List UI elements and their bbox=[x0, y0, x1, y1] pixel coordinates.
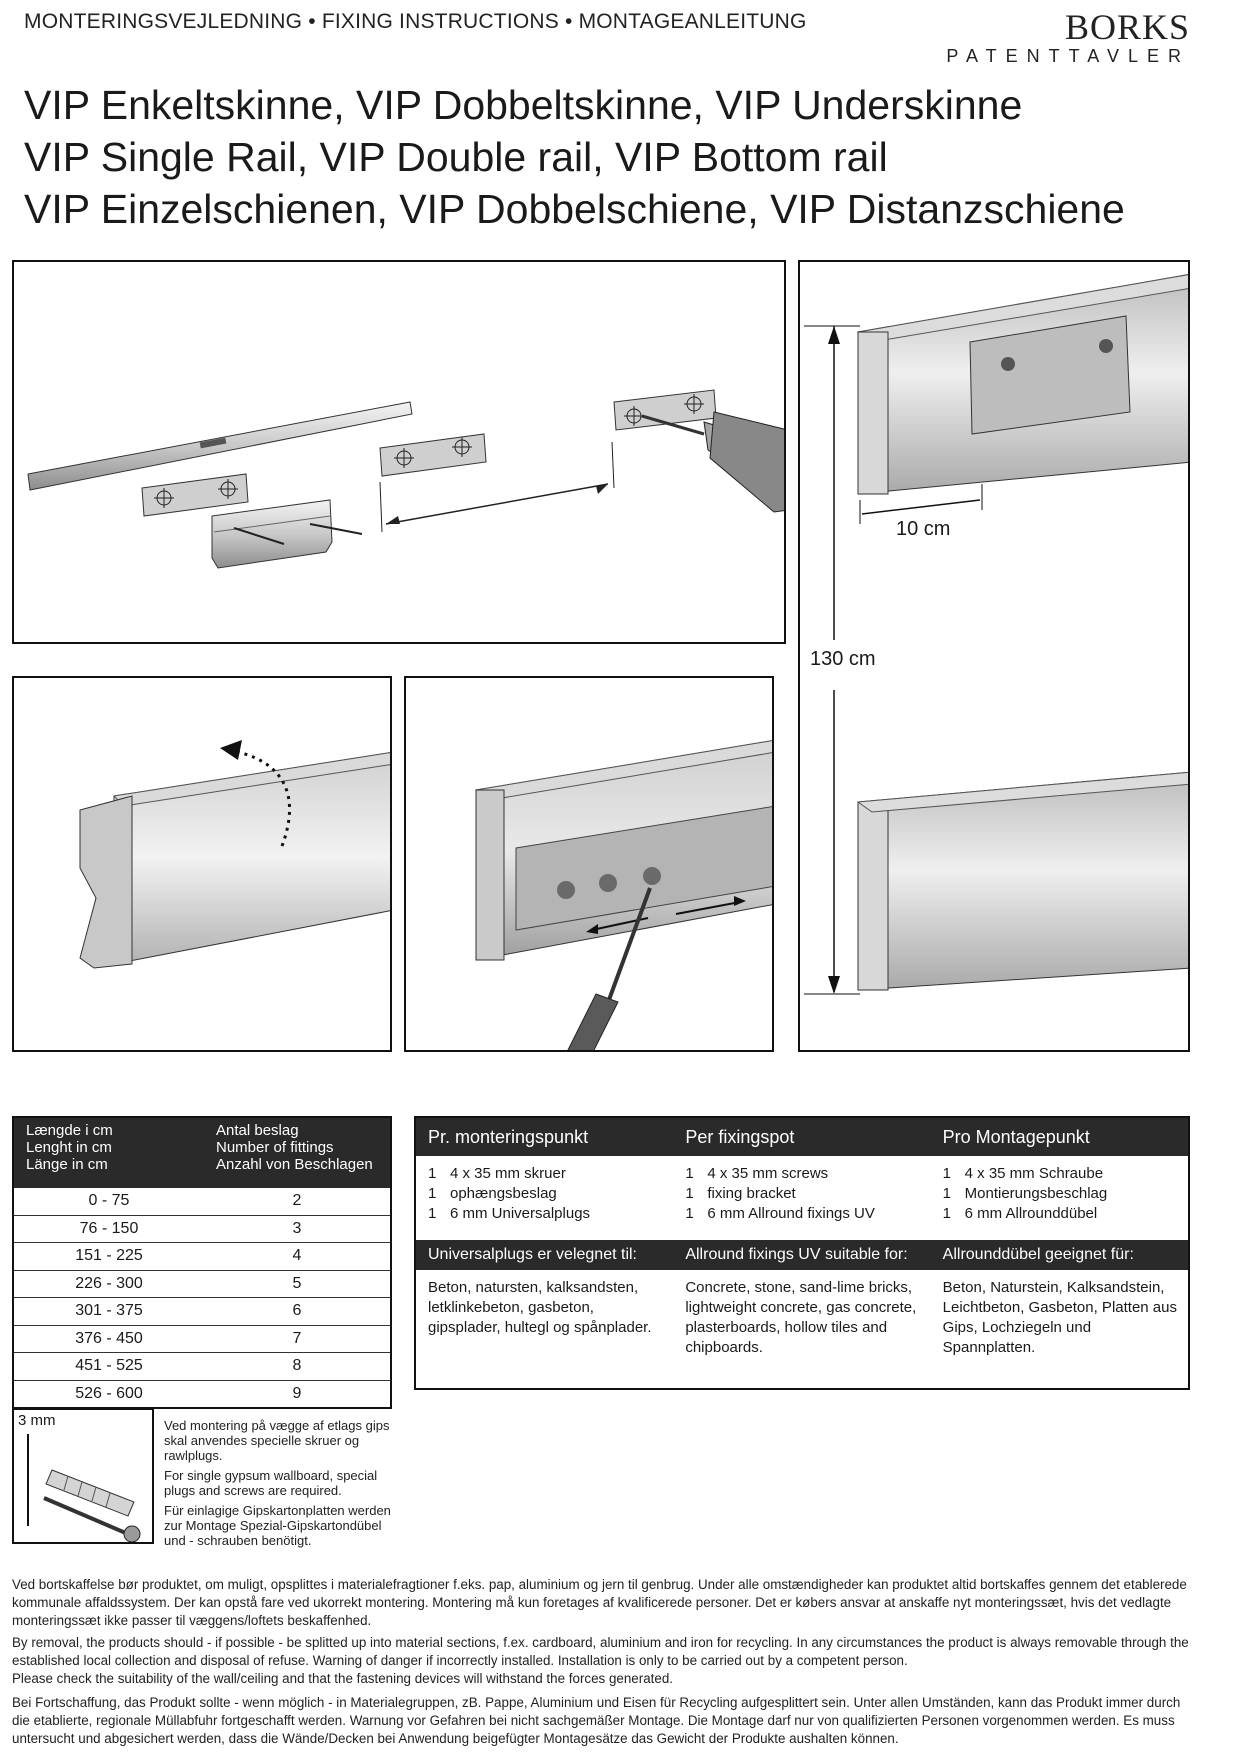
illustration-drilling-panel bbox=[12, 260, 786, 644]
footer-text-en: By removal, the products should - if possible - be splitted up into material sections, f.ex. cardboard, aluminium and iron for recycling. In any circumstances the product is always removable through the established local collection and disposal of refuse. Warning of danger if incorrectly installed. Installation is only to be carried out by a competent person. Please check the suitability of the wall/ceiling and that the fastening devices will withstand the forces generated. bbox=[12, 1634, 1192, 1688]
count-cell: 7 bbox=[292, 1329, 302, 1347]
table-row bbox=[14, 1242, 390, 1270]
header-count-de: Anzahl von Beschlagen bbox=[216, 1156, 373, 1173]
header-per-spot-de: Pro Montagepunkt bbox=[942, 1126, 1090, 1147]
footer-text-da: Ved bortskaffelse bør produktet, om muligt, opsplittes i materialefragtioner f.eks. pap, aluminium og jern til genbrug. Under alle omstændigheder kan produktet altid bortskaffes gennem det etablerede kommunale affaldssystem. Der kan opstå fare ved ukorrekt montering. Montering må kun foretages af kvalificerede personer. Det er købers ansvar at anskaffe nyt monteringssæt, hvis det vedlagte monteringssæt ikke passer til væggens/loftets beskaffenhed. bbox=[12, 1577, 1187, 1628]
header-per-spot-en: Per fixingspot bbox=[685, 1126, 795, 1147]
suitability-text bbox=[416, 1270, 1188, 1358]
drilling-illustration bbox=[14, 262, 786, 644]
list-item: 1 4 x 35 mm skruer bbox=[428, 1165, 566, 1182]
length-cell: 301 - 375 bbox=[75, 1302, 143, 1320]
length-cell: 76 - 150 bbox=[79, 1219, 139, 1237]
length-cell: 526 - 600 bbox=[75, 1384, 143, 1402]
table-row bbox=[14, 1325, 390, 1353]
title-danish: VIP Enkeltskinne, VIP Dobbeltskinne, VIP Underskinne bbox=[24, 82, 1023, 128]
table-row bbox=[14, 1270, 390, 1298]
note-da: Ved montering på vægge af etlags gips skal anvendes specielle skruer og rawlplugs. bbox=[164, 1418, 390, 1463]
header-count-da: Antal beslag bbox=[216, 1122, 299, 1139]
note-de: Für einlagige Gipskartonplatten werden zur Montage Spezial-Gipskartondübel und - schrauben benötigt. bbox=[164, 1503, 391, 1548]
title-german: VIP Einzelschienen, VIP Dobbelschiene, VIP Distanzschiene bbox=[24, 186, 1125, 232]
note-en: For single gypsum wallboard, special plugs and screws are required. bbox=[164, 1468, 378, 1498]
count-cell: 4 bbox=[292, 1247, 302, 1265]
list-item: 1 4 x 35 mm Schraube bbox=[942, 1165, 1104, 1182]
table-row bbox=[14, 1215, 390, 1243]
count-cell: 3 bbox=[292, 1219, 302, 1237]
list-item: 1 4 x 35 mm screws bbox=[685, 1165, 829, 1182]
length-cell: 451 - 525 bbox=[75, 1357, 143, 1375]
suitability-text-en: Concrete, stone, sand-lime bricks, lightweight concrete, gas concrete, plasterboards, hollow tiles and chipboards. bbox=[685, 1279, 917, 1356]
screwdriver-illustration bbox=[406, 678, 774, 1052]
plug-and-screw-illustration bbox=[14, 1410, 154, 1544]
count-cell: 8 bbox=[292, 1357, 302, 1375]
list-item: 1 ophængsbeslag bbox=[428, 1185, 557, 1202]
plug-size-label: 3 mm bbox=[18, 1412, 56, 1429]
count-cell: 5 bbox=[292, 1274, 302, 1292]
suitability-header-de: Allrounddübel geeignet für: bbox=[942, 1246, 1134, 1263]
suitability-header-da: Universalplugs er velegnet til: bbox=[428, 1246, 637, 1263]
table-row bbox=[14, 1380, 390, 1408]
table-row bbox=[14, 1297, 390, 1325]
list-item: 1 6 mm Allround fixings UV bbox=[685, 1205, 875, 1222]
suitability-header bbox=[416, 1240, 1188, 1270]
gypsum-wallboard-note bbox=[164, 1418, 404, 1553]
brand-name: BORKS bbox=[1064, 7, 1190, 47]
table-row bbox=[14, 1188, 390, 1215]
fixing-spot-table bbox=[414, 1116, 1190, 1390]
illustration-rail-dimensions-panel bbox=[798, 260, 1190, 1052]
width-dimension-label: 10 cm bbox=[896, 518, 951, 540]
list-item: 1 6 mm Universalplugs bbox=[428, 1205, 591, 1222]
brand-logo bbox=[946, 6, 1190, 67]
suitability-text-de: Beton, Naturstein, Kalksandstein, Leichtbeton, Gasbeton, Platten aus Gips, Lochziegeln und Spannplatten. bbox=[942, 1279, 1177, 1356]
brand-subtitle: PATENTTAVLER bbox=[946, 46, 1190, 66]
length-cell: 376 - 450 bbox=[75, 1329, 143, 1347]
length-cell: 0 - 75 bbox=[88, 1192, 130, 1210]
header-length-en: Lenght in cm bbox=[26, 1139, 112, 1156]
length-cell: 226 - 300 bbox=[75, 1274, 143, 1292]
header-length-da: Længde i cm bbox=[26, 1122, 113, 1139]
items-column-en bbox=[673, 1164, 930, 1224]
height-dimension-label: 130 cm bbox=[810, 648, 876, 670]
header-per-spot-da: Pr. monteringspunkt bbox=[428, 1126, 589, 1147]
table-row bbox=[14, 1352, 390, 1380]
length-cell: 151 - 225 bbox=[75, 1247, 143, 1265]
footer-text-en-2: Please check the suitability of the wall/ceiling and that the fastening devices will withstand the forces generated. bbox=[12, 1671, 673, 1686]
count-cell: 2 bbox=[292, 1192, 302, 1210]
fixing-spot-header bbox=[416, 1118, 1188, 1156]
list-item: 1 fixing bracket bbox=[685, 1185, 796, 1202]
footer-text-de: Bei Fortschaffung, das Produkt sollte - wenn möglich - in Materialegruppen, zB. Pappe, Aluminium und Eisen für Recycling aufgesplittert sein. Unter allen Umständen, kann das Produkt immer durch die etablierte, regionale Müllabfuhr fortgeschafft werden. Warnung vor Gefahren bei nicht sachgemäßer Montage. Die Montage darf nur von qualifizierten Personen vorgenommen werden. Es muss untersucht und abgesichert werden, dass die Wände/Decken bei Anwendung beigefügter Montagesätze das Gewicht der Produkte aushalten können. bbox=[12, 1695, 1181, 1746]
suitability-text-da: Beton, natursten, kalksandsten, letklinkebeton, gasbeton, gipsplader, hultegl og spånplader. bbox=[428, 1279, 652, 1336]
fittings-table-header bbox=[14, 1118, 390, 1188]
suitability-header-en: Allround fixings UV suitable for: bbox=[685, 1246, 908, 1263]
count-cell: 6 bbox=[292, 1302, 302, 1320]
title-english: VIP Single Rail, VIP Double rail, VIP Bottom rail bbox=[24, 134, 888, 180]
count-cell: 9 bbox=[292, 1384, 302, 1402]
list-item: 1 Montierungsbeschlag bbox=[942, 1185, 1108, 1202]
fittings-count-table bbox=[12, 1116, 392, 1409]
list-item: 1 6 mm Allrounddübel bbox=[942, 1205, 1098, 1222]
plug-screw-illustration-box bbox=[12, 1408, 154, 1544]
items-column-de bbox=[931, 1164, 1188, 1224]
illustration-screwdriver-panel bbox=[404, 676, 774, 1052]
document-type-header: MONTERINGSVEJLEDNING • FIXING INSTRUCTIONS • MONTAGEANLEITUNG bbox=[24, 10, 807, 33]
fixing-spot-items bbox=[416, 1156, 1188, 1224]
illustration-rail-mount-panel bbox=[12, 676, 392, 1052]
items-column-da bbox=[416, 1164, 673, 1224]
header-count-en: Number of fittings bbox=[216, 1139, 334, 1156]
rail-mount-illustration bbox=[14, 678, 392, 1052]
header-length-de: Länge in cm bbox=[26, 1156, 108, 1173]
